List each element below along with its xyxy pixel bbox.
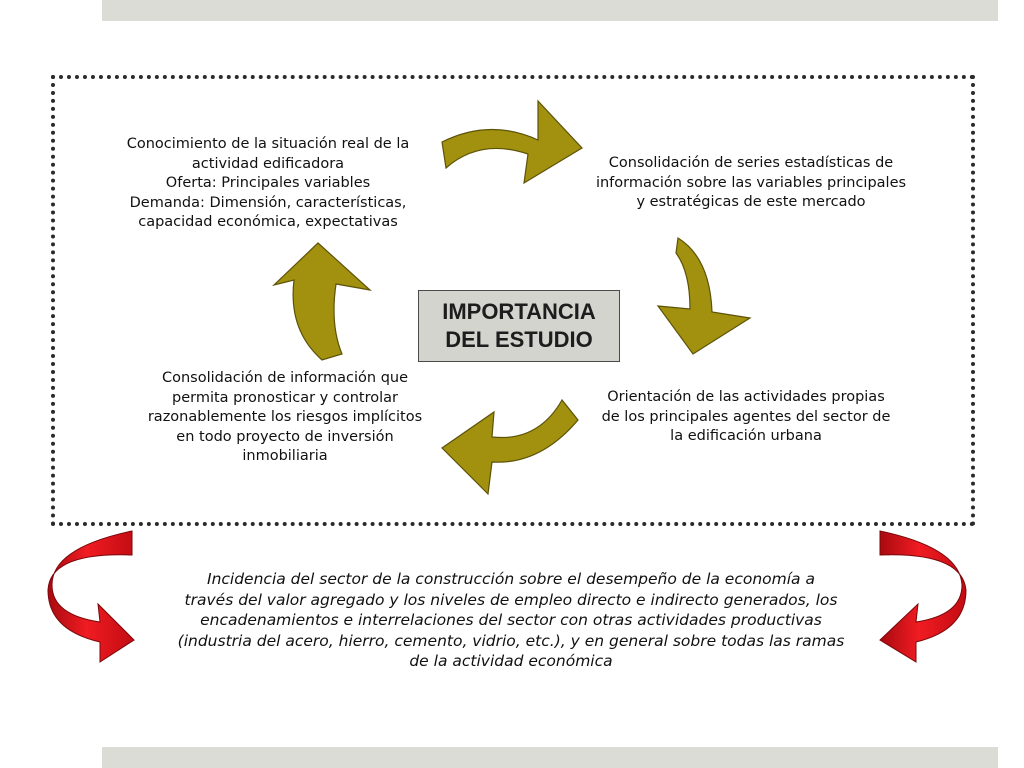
footer-line: encadenamientos e interrelaciones del sector con otras actividades productivas <box>200 611 822 629</box>
cycle-arrow-right-icon <box>658 238 750 354</box>
cycle-text-top-left <box>108 135 428 233</box>
cycle-arrow-top-icon <box>442 101 582 183</box>
text-line: permita pronosticar y controlar <box>172 389 398 406</box>
red-arrow-right-icon <box>880 531 966 662</box>
text-line: en todo proyecto de inversión <box>176 428 394 445</box>
footer-line: través del valor agregado y los niveles de empleo directo e indirecto generados, los <box>184 590 838 609</box>
footer-line: (industria del acero, hierro, cemento, vidrio, etc.), y en general sobre todas las ramas <box>177 631 845 650</box>
text-line: y estratégicas de este mercado <box>636 194 866 210</box>
text-line: Conocimiento de la situación real de la <box>126 136 410 152</box>
text-line: Consolidación de información que <box>161 370 409 386</box>
footer-line: Incidencia del sector de la construcción sobre el desempeño de la economía a <box>207 570 815 588</box>
center-title-line1: IMPORTANCIA <box>442 299 596 324</box>
text-line: inmobiliaria <box>242 448 328 464</box>
cycle-arrow-left-icon <box>274 243 370 360</box>
cycle-text-top-right <box>580 154 922 213</box>
red-arrow-left-icon <box>48 531 134 662</box>
text-line: capacidad económica, expectativas <box>138 214 398 230</box>
cycle-text-bottom-left <box>140 369 430 467</box>
text-line: actividad edificadora <box>191 155 345 172</box>
text-line: razonablemente los riesgos implícitos <box>147 409 423 425</box>
text-line: información sobre las variables principales <box>595 174 907 191</box>
text-line: la edificación urbana <box>670 428 822 444</box>
text-line: de los principales agentes del sector de <box>601 408 891 425</box>
text-line: Demanda: Dimensión, características, <box>129 194 407 211</box>
text-line: Consolidación de series estadísticas de <box>608 155 894 171</box>
cycle-text-bottom-right <box>585 388 907 447</box>
center-title-line2: DEL ESTUDIO <box>445 327 593 352</box>
footer-line: de la actividad económica <box>409 652 613 670</box>
text-line: Oferta: Principales variables <box>165 175 371 191</box>
text-line: Orientación de las actividades propias <box>607 389 885 405</box>
center-title-box <box>418 290 620 362</box>
footer-text <box>140 569 882 672</box>
cycle-arrow-bottom-icon <box>442 400 578 494</box>
